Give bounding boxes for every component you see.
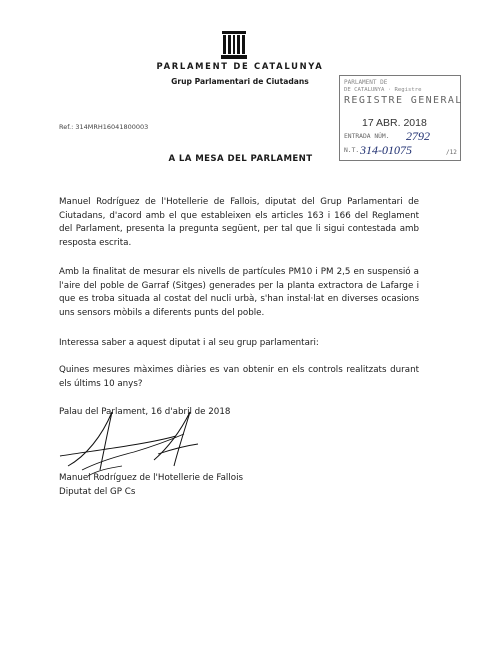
stamp-date: 17 ABR. 2018 [362,117,427,129]
stamp-line-2: DE CATALUNYA · Registre [344,87,422,93]
parliament-columns-icon [221,30,247,60]
signatory-role: Diputat del GP Cs [59,487,136,497]
reference-number: Ref.: 314MRH16041800003 [59,123,149,131]
stamp-entry-label: ENTRADA NÚM. [344,133,390,140]
stamp-nt-label: N.T. [344,147,360,154]
group-name: Grup Parlamentari de Ciutadans [171,77,309,86]
context-paragraph: Amb la finalitat de mesurar els nivells de partícules PM10 i PM 2,5 en suspensió a l'aire del poble de Garraf (Sitges) generades per la planta extractora de Lafarge i que es troba situada al costat del nucli urbà, s'han instal·lat en diverses ocasions uns sensors mòbils a diferents punts del poble. [59,267,419,318]
handwritten-signature [58,410,238,478]
interest-paragraph: Interessa saber a aquest diputat i al seu grup parlamentari: [59,338,319,348]
addressee-heading: A LA MESA DEL PARLAMENT [168,154,313,164]
registry-stamp [339,75,461,161]
stamp-line-1: PARLAMENT DE [344,79,388,86]
intro-paragraph: Manuel Rodríguez de l'Hotellerie de Fallois, diputat del Grup Parlamentari de Ciutadans, d'acord amb el que estableixen els articles 163 i 166 del Reglament del Parlament, presenta la pregunta següent, per tal que li sigui contestada amb resposta escrita. [59,197,419,248]
stamp-nt-value: 314-01075 [360,143,412,157]
stamp-nt-suffix: /12 [446,149,457,156]
signatory-name: Manuel Rodríguez de l'Hotellerie de Fallois [59,473,244,483]
institution-name: PARLAMENT DE CATALUNYA [156,61,324,71]
stamp-title: REGISTRE GENERAL [344,95,463,106]
question-paragraph: Quines mesures màximes diàries es van obtenir en els controls realitzats durant els últims 10 anys? [59,365,419,389]
place-and-date: Palau del Parlament, 16 d'abril de 2018 [59,407,231,417]
stamp-entry-number: 2792 [406,129,430,143]
